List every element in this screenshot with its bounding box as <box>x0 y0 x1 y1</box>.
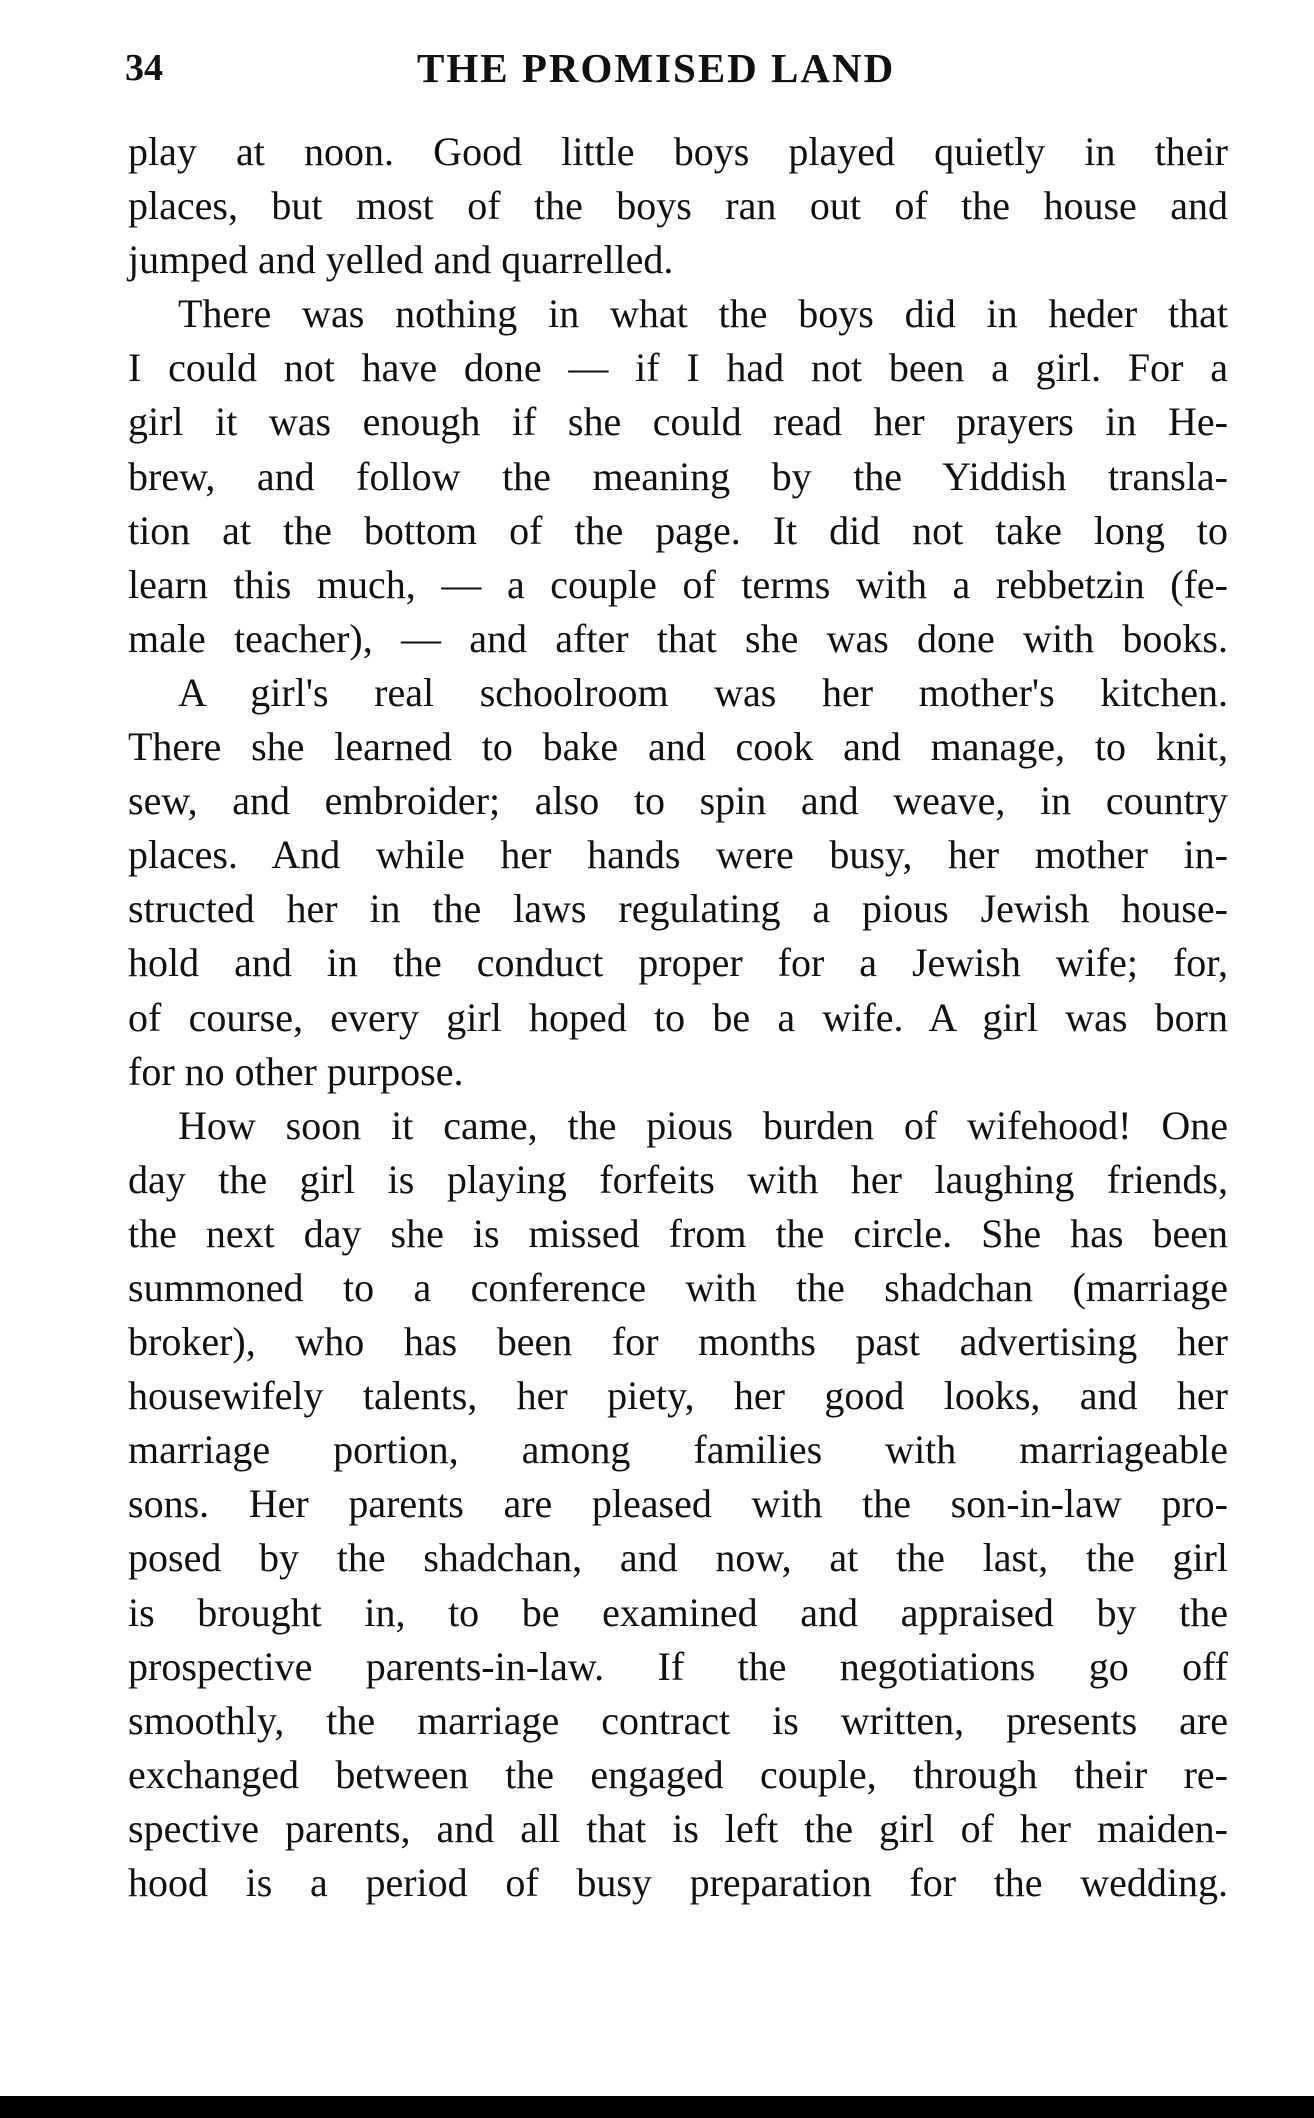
paragraph-start-line: There was nothing in what the boys did in heder that <box>178 291 1228 337</box>
text-line: sons. Her parents are pleased with the son-in-law pro- <box>128 1481 1228 1527</box>
paragraph-start-line: A girl's real schoolroom was her mother's kitchen. <box>178 669 1228 715</box>
text-line: of course, every girl hoped to be a wife. A girl was born <box>128 994 1228 1040</box>
text-line: male teacher), — and after that she was done with books. <box>128 615 1228 661</box>
text-line: tion at the bottom of the page. It did not take long to <box>128 507 1228 553</box>
text-line: broker), who has been for months past advertising her <box>128 1319 1228 1365</box>
text-line: marriage portion, among families with marriageable <box>128 1427 1228 1473</box>
text-line: hold and in the conduct proper for a Jewish wife; for, <box>128 940 1228 986</box>
book-title: THE PROMISED LAND <box>417 45 896 91</box>
running-head <box>125 38 1237 98</box>
text-line: I could not have done — if I had not been a girl. For a <box>128 345 1228 391</box>
text-line: brew, and follow the meaning by the Yiddish transla- <box>128 453 1228 499</box>
text-line: spective parents, and all that is left the girl of her maiden- <box>128 1805 1228 1851</box>
text-line: is brought in, to be examined and appraised by the <box>128 1589 1228 1635</box>
text-line: prospective parents-in-law. If the negotiations go off <box>128 1643 1228 1689</box>
text-line: posed by the shadchan, and now, at the last, the girl <box>128 1535 1228 1581</box>
text-line: summoned to a conference with the shadchan (marriage <box>128 1264 1228 1310</box>
bottom-edge-bar <box>0 2096 1314 2118</box>
text-line: housewifely talents, her piety, her good looks, and her <box>128 1373 1228 1419</box>
text-line: There she learned to bake and cook and manage, to knit, <box>128 724 1228 770</box>
text-line: exchanged between the engaged couple, through their re- <box>128 1751 1228 1797</box>
text-line: day the girl is playing forfeits with her laughing friends, <box>128 1156 1228 1202</box>
text-line: the next day she is missed from the circle. She has been <box>128 1210 1228 1256</box>
text-line: girl it was enough if she could read her prayers in He- <box>128 399 1228 445</box>
text-line: hood is a period of busy preparation for the wedding. <box>128 1860 1228 1905</box>
text-line: places, but most of the boys ran out of the house and <box>128 183 1228 229</box>
body-text <box>128 125 1228 1910</box>
text-line: jumped and yelled and quarrelled. <box>128 237 674 283</box>
text-line: for no other purpose. <box>128 1048 464 1094</box>
text-line: structed her in the laws regulating a pious Jewish house- <box>128 886 1228 932</box>
text-line: places. And while her hands were busy, her mother in- <box>128 832 1228 878</box>
paragraph-start-line: How soon it came, the pious burden of wifehood! One <box>178 1102 1228 1148</box>
text-line: sew, and embroider; also to spin and weave, in country <box>128 778 1228 824</box>
text-line: smoothly, the marriage contract is written, presents are <box>128 1697 1228 1743</box>
page-number: 34 <box>125 47 163 89</box>
text-line: learn this much, — a couple of terms with a rebbetzin (fe- <box>128 561 1228 607</box>
text-line: play at noon. Good little boys played quietly in their <box>128 129 1228 174</box>
